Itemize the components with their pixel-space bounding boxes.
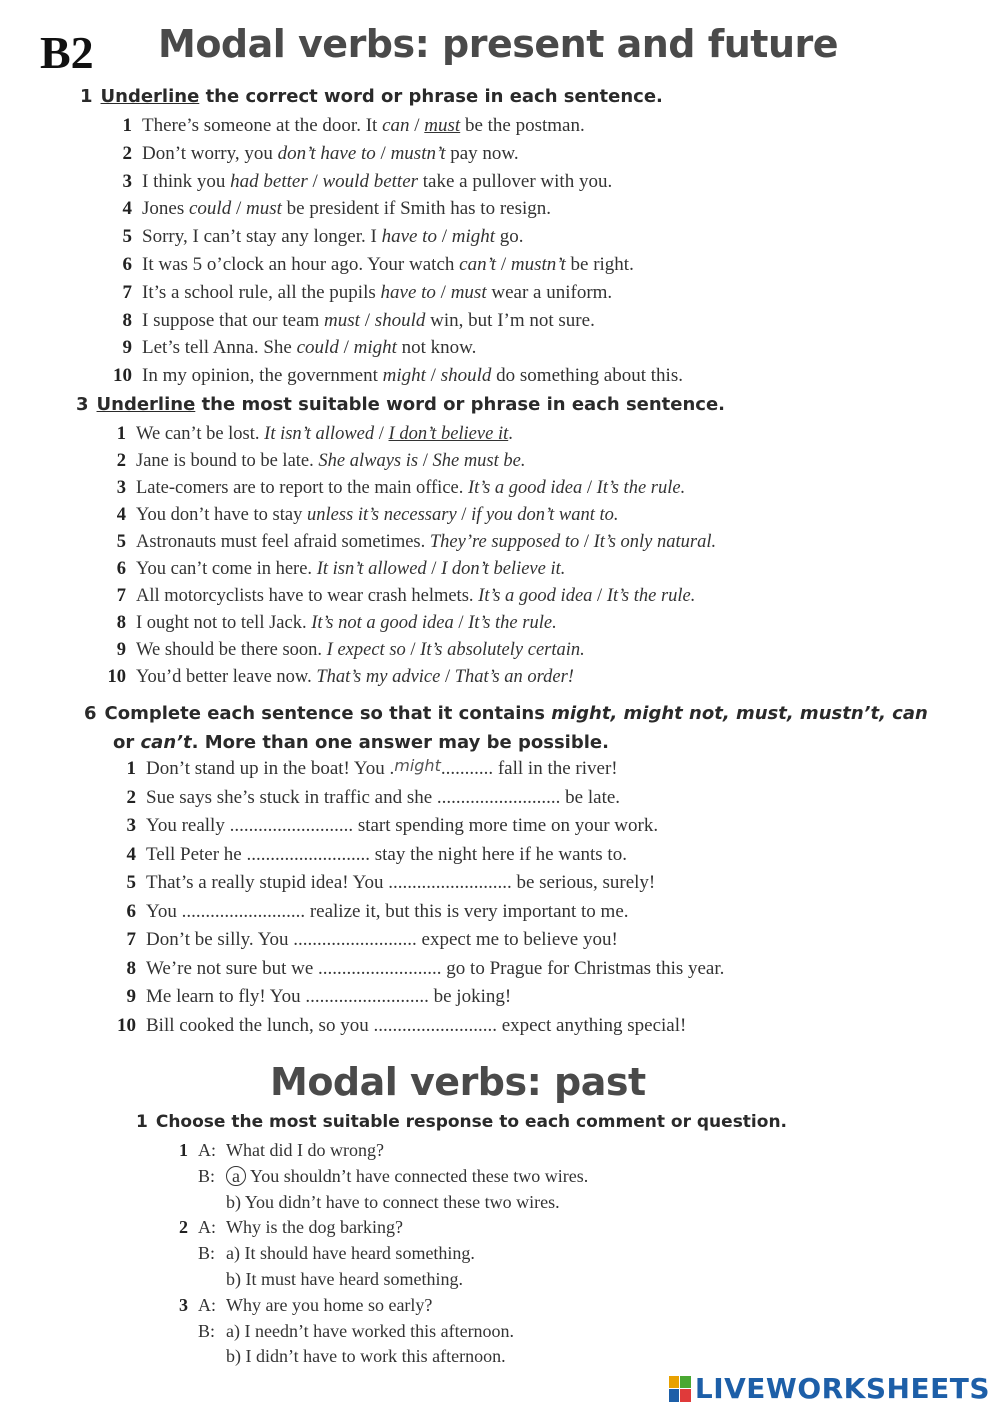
item-sentence[interactable]: Don’t be silly. You .......................... expect me to believe you! <box>146 929 618 950</box>
dialogue-text[interactable]: b) You didn’t have to connect these two wires. <box>226 1191 560 1212</box>
item-number: 10 <box>113 365 132 387</box>
item-number: 9 <box>122 337 132 359</box>
exercise-number: 6 <box>84 703 97 724</box>
item-sentence[interactable]: It’s a school rule, all the pupils have to / must wear a uniform. <box>142 281 613 303</box>
item-number: 4 <box>116 505 126 525</box>
item-number: 3 <box>126 815 136 836</box>
logo-square <box>680 1376 691 1389</box>
item-sentence[interactable]: You really .......................... start spending more time on your work. <box>146 815 659 836</box>
heading-text: the most suitable word or phrase in each sentence. <box>195 394 726 415</box>
dialogue-text[interactable]: b) It must have heard something. <box>226 1268 463 1289</box>
dialogue-text[interactable]: Why is the dog barking? <box>226 1217 403 1238</box>
dialogue-text[interactable]: What did I do wrong? <box>226 1140 384 1160</box>
item-number: 3 <box>179 1294 188 1315</box>
past-exercise-1-heading <box>136 1112 787 1132</box>
heading-underline-word: Underline <box>100 86 200 107</box>
heading-text: the correct word or phrase in each sentence. <box>199 86 663 107</box>
page-title: Modal verbs: present and future <box>158 22 839 66</box>
item-number: 1 <box>122 115 132 136</box>
item-sentence[interactable]: Jones could / must be president if Smith has to resign. <box>142 198 552 220</box>
item-number: 6 <box>116 559 126 579</box>
speaker-label: B: <box>198 1165 216 1186</box>
heading-line-1: Complete each sentence so that it contains might, might not, must, mustn’t, can <box>104 703 928 724</box>
item-number: 3 <box>122 170 132 192</box>
logo-square <box>680 1389 691 1402</box>
item-number: 4 <box>126 843 136 865</box>
item-number: 6 <box>126 900 136 922</box>
item-number: 2 <box>179 1217 188 1238</box>
item-sentence[interactable]: That’s a really stupid idea! You .......................... be serious, surely! <box>146 872 656 893</box>
item-sentence[interactable]: Jane is bound to be late. She always is / She must be. <box>136 451 526 471</box>
exercise-3-heading <box>76 394 725 415</box>
brand-name: LIVEWORKSHEETS <box>694 1372 990 1405</box>
heading-text: Choose the most suitable response to each comment or question. <box>155 1112 788 1132</box>
item-sentence[interactable]: All motorcyclists have to wear crash helmets. It’s a good idea / It’s the rule. <box>136 586 696 606</box>
exercise-number: 1 <box>80 86 93 107</box>
item-sentence[interactable]: We can’t be lost. It isn’t allowed / I don’t believe it. <box>136 424 513 444</box>
item-number: 6 <box>122 253 132 275</box>
item-number: 10 <box>117 1014 136 1036</box>
exercise-number: 3 <box>76 394 89 415</box>
item-number: 8 <box>116 613 126 633</box>
dialogue-text[interactable]: Why are you home so early? <box>226 1294 433 1315</box>
item-sentence[interactable]: Let’s tell Anna. She could / might not know. <box>142 337 477 359</box>
dialogue-text[interactable]: b) I didn’t have to work this afternoon. <box>226 1346 506 1367</box>
speaker-label: A: <box>198 1217 216 1238</box>
item-number: 8 <box>126 957 136 979</box>
speaker-label: B: <box>198 1243 216 1264</box>
item-number: 1 <box>126 758 136 779</box>
item-sentence[interactable]: You .......................... realize it, but this is very important to me. <box>146 900 629 922</box>
item-number: 5 <box>116 532 126 552</box>
item-sentence[interactable]: Tell Peter he .......................... stay the night here if he wants to. <box>146 843 627 865</box>
item-number: 8 <box>122 309 132 331</box>
item-sentence[interactable]: Astronauts must feel afraid sometimes. They’re supposed to / It’s only natural. <box>136 532 717 552</box>
item-number: 2 <box>126 786 136 808</box>
item-sentence[interactable]: Bill cooked the lunch, so you .......................... expect anything special! <box>146 1014 687 1036</box>
dialogue-text[interactable]: a) It should have heard something. <box>226 1243 475 1264</box>
item-number: 3 <box>116 478 126 498</box>
section-title-past: Modal verbs: past <box>270 1060 646 1104</box>
item-number: 1 <box>116 424 126 444</box>
item-number: 5 <box>126 872 136 893</box>
item-sentence[interactable]: Me learn to fly! You .......................... be joking! <box>146 986 512 1007</box>
dialogue-text[interactable]: a) I needn’t have worked this afternoon. <box>226 1320 515 1341</box>
item-sentence[interactable]: You can’t come in here. It isn’t allowed / I don’t believe it. <box>136 559 566 579</box>
item-sentence[interactable]: I think you had better / would better take a pullover with you. <box>142 170 613 192</box>
logo-square <box>669 1389 680 1402</box>
item-number: 1 <box>179 1140 188 1160</box>
speaker-label: A: <box>198 1294 216 1315</box>
item-number: 10 <box>107 667 126 687</box>
item-sentence[interactable]: Don’t stand up in the boat! You .might........... fall in the river! <box>146 756 618 779</box>
item-number: 9 <box>126 986 136 1007</box>
item-sentence[interactable]: You don’t have to stay unless it’s necessary / if you don’t want to. <box>136 505 619 525</box>
level-label: B2 <box>40 27 94 78</box>
item-sentence[interactable]: We should be there soon. I expect so / It’s absolutely certain. <box>136 640 585 660</box>
liveworksheets-logo[interactable] <box>669 1372 990 1405</box>
item-sentence[interactable]: Don’t worry, you don’t have to / mustn’t pay now. <box>142 142 519 164</box>
exercise-6-heading <box>84 699 928 757</box>
item-sentence[interactable]: We’re not sure but we .......................... go to Prague for Christmas this year. <box>146 957 725 979</box>
item-sentence[interactable]: You’d better leave now. That’s my advice / That’s an order! <box>136 667 574 687</box>
heading-underline-word: Underline <box>96 394 196 415</box>
item-sentence[interactable]: Sue says she’s stuck in traffic and she .......................... be late. <box>146 786 621 808</box>
speaker-label: A: <box>198 1140 216 1160</box>
item-number: 2 <box>116 451 126 471</box>
item-number: 4 <box>122 198 132 220</box>
item-number: 5 <box>122 226 132 248</box>
item-sentence[interactable]: Late-comers are to report to the main office. It’s a good idea / It’s the rule. <box>136 478 686 498</box>
item-number: 7 <box>126 929 136 950</box>
heading-line-2: or can’t. More than one answer may be possible. <box>113 732 609 753</box>
item-number: 2 <box>122 142 132 164</box>
logo-icon <box>669 1376 691 1402</box>
exercise-number: 1 <box>136 1112 148 1132</box>
speaker-label: B: <box>198 1320 216 1341</box>
item-number: 9 <box>116 640 126 660</box>
exercise-1-heading <box>80 86 663 107</box>
item-number: 7 <box>122 281 132 303</box>
logo-square <box>669 1376 680 1389</box>
item-sentence[interactable]: I suppose that our team must / should win, but I’m not sure. <box>142 309 595 331</box>
item-sentence[interactable]: It was 5 o’clock an hour ago. Your watch can’t / mustn’t be right. <box>142 253 634 275</box>
dialogue-text[interactable]: a You shouldn’t have connected these two wires. <box>226 1166 588 1187</box>
item-sentence[interactable]: In my opinion, the government might / should do something about this. <box>142 365 683 387</box>
item-sentence[interactable]: There’s someone at the door. It can / must be the postman. <box>142 115 585 136</box>
item-sentence[interactable]: I ought not to tell Jack. It’s not a good idea / It’s the rule. <box>136 613 557 633</box>
item-sentence[interactable]: Sorry, I can’t stay any longer. I have to / might go. <box>142 226 524 248</box>
item-number: 7 <box>116 586 126 606</box>
